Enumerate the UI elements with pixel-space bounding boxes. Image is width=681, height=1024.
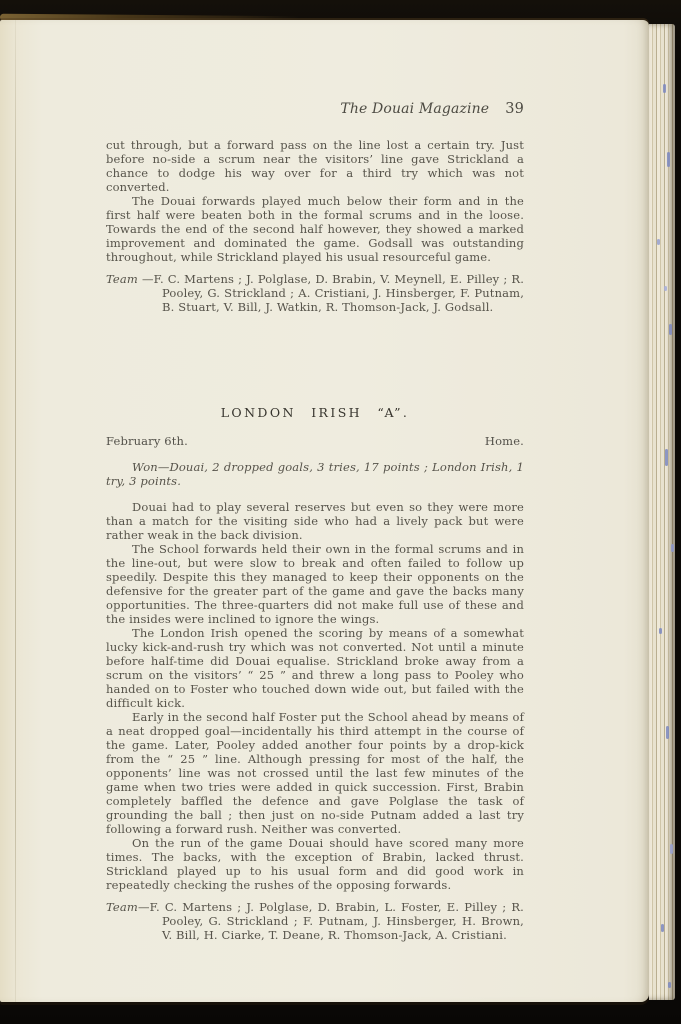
team-list: [106, 272, 524, 314]
paragraph: Douai had to play several reserves but even so they were more than a match for the visiting side who had a lively pack but were rather weak in the back division.: [106, 500, 524, 542]
match-meta: [106, 434, 524, 448]
blue-speckle: [665, 449, 668, 466]
blue-speckle: [661, 924, 664, 932]
team-list: [106, 900, 524, 942]
paragraph: cut through, but a forward pass on the line lost a certain try. Just before no-side a scrum near the visitors’ line gave Strickland a chance to dodge his way over for a third try which was not converted.: [106, 138, 524, 194]
match-heading: LONDON IRISH “A”.: [220, 405, 410, 420]
blue-speckle: [670, 844, 673, 854]
paragraph: The London Irish opened the scoring by means of a somewhat lucky kick-and-rush try which was not converted. Not until a minute before half-time did Douai equalise. Strickland broke away from a scrum on the visitors’ “ 25 ” and threw a long pass to Pooley who handed on to Foster who touched down wide out, but failed with the difficult kick.: [106, 626, 524, 710]
page-number: 39: [505, 101, 524, 117]
team-names: —F. C. Martens ; J. Polglase, D. Brabin, L. Foster, E. Pilley ; R. Pooley, G. Strickland ; F. Putnam, J. Hinsberger, H. Brown, V. Bill, H. Ciarke, T. Deane, R. Thomson-Jack, A. Cristiani.: [137, 900, 524, 942]
blue-speckle: [667, 152, 670, 167]
blue-speckle: [664, 286, 667, 291]
blue-speckle: [659, 628, 662, 634]
paragraph: The Douai forwards played much below their form and in the first half were beaten both in the formal scrums and in the loose. Towards the end of the second half however, they showed a marked improvement and dominated the game. Godsall was outstanding throughout, while Strickland played his usual resourceful game.: [106, 194, 524, 264]
paragraph: The School forwards held their own in the formal scrums and in the line-out, but were slow to break and often failed to follow up speedily. Despite this they managed to keep their opponents on the defensive for the greater part of the game and gave the backs many opportunities. The three-quarters did not make full use of these and the insides were inclined to ignore the wings.: [106, 542, 524, 626]
blue-speckle: [663, 84, 666, 93]
blue-speckle: [666, 726, 669, 739]
team-names: —F. C. Martens ; J. Polglase, D. Brabin, V. Meynell, E. Pilley ; R. Pooley, G. Strickland ; A. Cristiani, J. Hinsberger, F. Putnam, B. Stuart, V. Bill, J. Watkin, R. Thomson-Jack, J. Godsall.: [141, 272, 525, 314]
gutter-fold: [15, 20, 16, 1002]
blue-speckle: [669, 324, 672, 335]
blue-speckle: [668, 982, 671, 988]
running-header: [106, 102, 524, 116]
page-edges: [649, 24, 675, 1000]
match-venue: Home.: [484, 434, 524, 448]
magazine-page: [0, 20, 649, 1002]
match-result: Won—Douai, 2 dropped goals, 3 tries, 17 points ; London Irish, 1 try, 3 points.: [106, 460, 524, 488]
blue-speckle: [657, 239, 660, 245]
magazine-title: The Douai Magazine: [340, 101, 490, 117]
paragraph: On the run of the game Douai should have scored many more times. The backs, with the exception of Brabin, lacked thrust. Strickland played up to his usual form and did good work in repeatedly checking the rushes of the opposing forwards.: [106, 836, 524, 892]
match-date: February 6th.: [106, 434, 188, 448]
team-label: Team: [106, 272, 142, 286]
paragraph: Early in the second half Foster put the School ahead by means of a neat dropped goal—incidentally his third attempt in the course of the game. Later, Pooley added another four points by a drop-kick from the “ 25 ” line. Although pressing for most of the half, the opponents’ line was not crossed until the last few minutes of the game when two tries were added in quick succession. First, Brabin completely baffled the defence and gave Polglase the task of grounding the ball ; then just on no-side Putnam added a last try following a forward rush. Neither was converted.: [106, 710, 524, 836]
blue-speckle: [671, 544, 674, 552]
page-content: [106, 20, 524, 942]
team-label: Team: [106, 900, 138, 914]
